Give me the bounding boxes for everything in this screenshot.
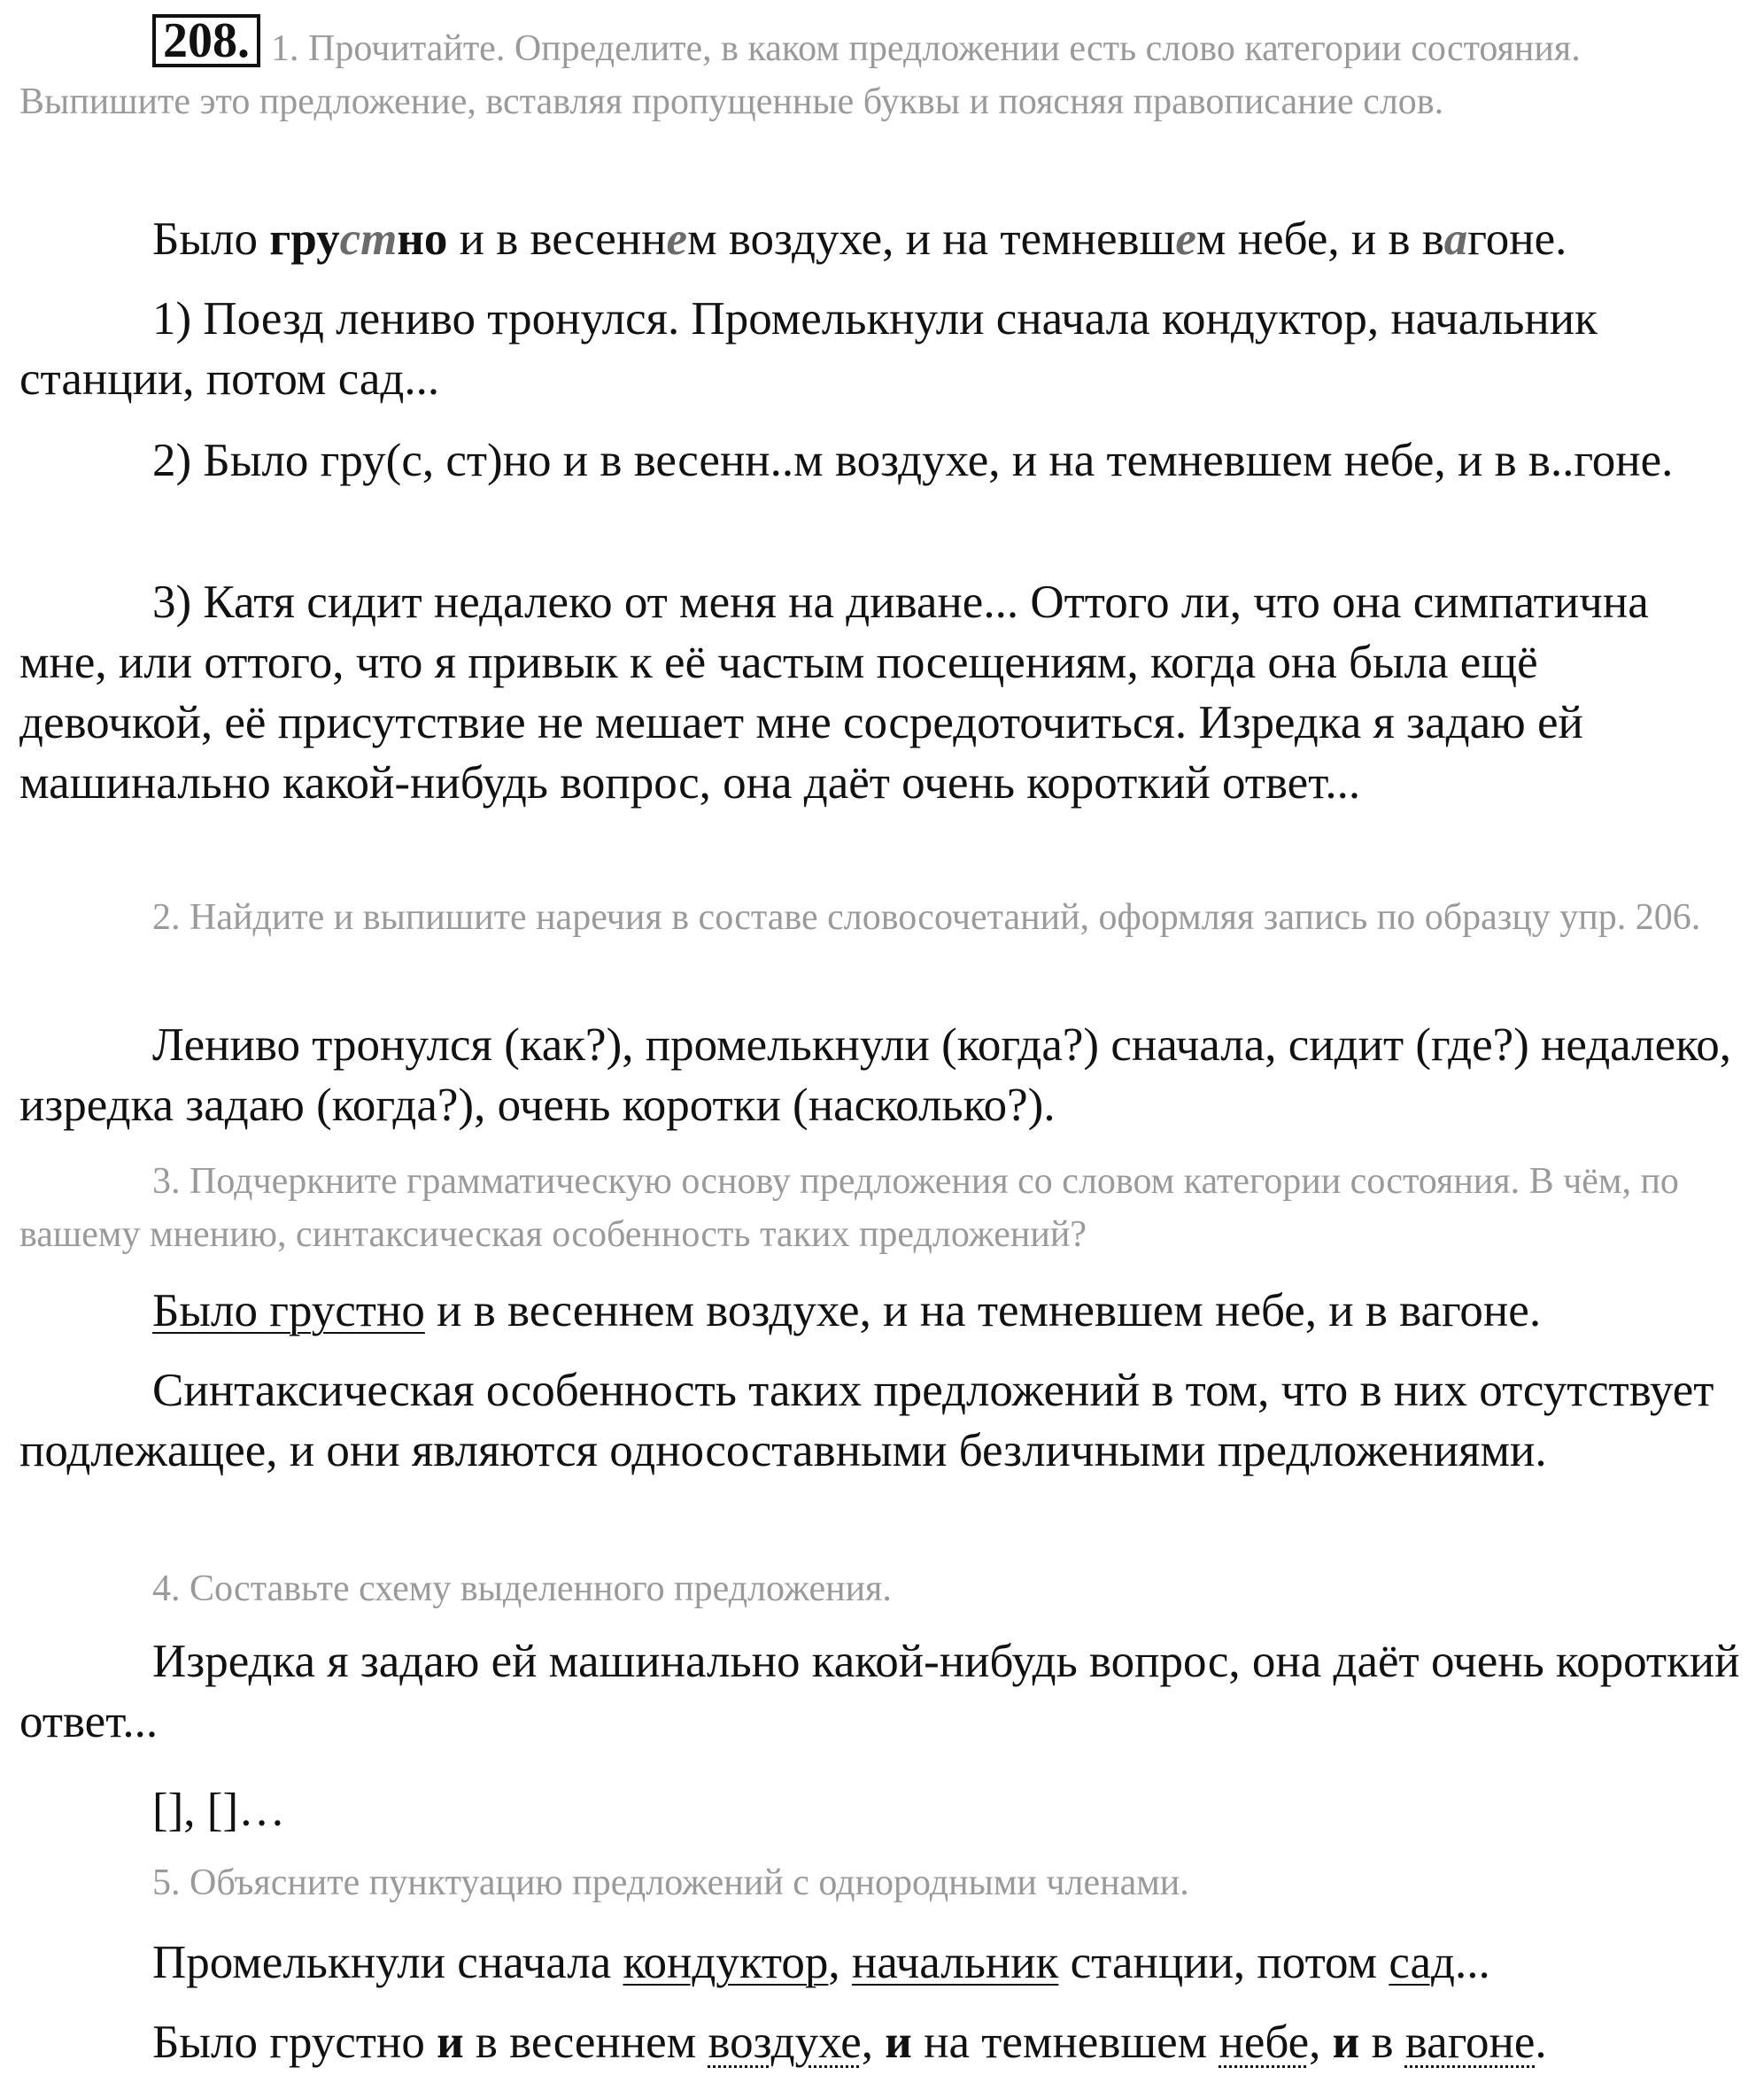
task-1-text: 1. Прочитайте. Определите, в каком предложении есть слово категории состояния. Выпишите это предложение, вставляя пропущенные буквы и поясняя правописание слов. [19, 28, 1581, 122]
homogeneous-subject: начальник [851, 1937, 1059, 1988]
sentence-1: 1) Поезд лениво тронулся. Промелькнули сначала кондуктор, начальник станции, потом сад... [19, 293, 1598, 405]
answer-1: Было грустно и в весеннем воздухе, и на темневшем небе, и в вагоне. [152, 213, 1567, 265]
scheme: [], []… [152, 1785, 286, 1836]
homogeneous-adverbial: вагоне [1404, 2017, 1536, 2068]
task-1 [19, 13, 1742, 128]
key-word: грустно [269, 213, 448, 265]
answer-2: Лениво тронулся (как?), промелькнули (когда?) сначала, сидит (где?) недалеко, изредка задаю (когда?), очень коротки (насколько?). [19, 1019, 1731, 1131]
answer-5b: Было грустно и в весеннем воздухе, и на темневшем небе, и в вагоне. [152, 2017, 1547, 2068]
grammatical-basis: Было грустно [152, 1285, 425, 1336]
answer-5a: Промелькнули сначала кондуктор, начальник станции, потом сад... [152, 1937, 1490, 1988]
task-5: 5. Объясните пунктуацию предложений с однородными членами. [152, 1862, 1189, 1903]
answer-3b: Синтаксическая особенность таких предложений в том, что в них отсутствует подлежащее, и они являются односоставными безличными предложениями. [19, 1365, 1714, 1476]
homogeneous-adverbial: небе [1219, 2017, 1310, 2068]
task-3: 3. Подчеркните грамматическую основу предложения со словом категории состояния. В чём, по вашему мнению, синтаксическая особенность таких предложений? [19, 1161, 1679, 1255]
exercise-number: 208. [152, 14, 260, 67]
sentence-2: 2) Было гру(с, ст)но и в весенн..м воздухе, и на темневшем небе, и в в..гоне. [152, 435, 1674, 486]
task-2: 2. Найдите и выпишите наречия в составе словосочетаний, оформляя запись по образцу упр. 206. [152, 897, 1701, 938]
answer-4: Изредка я задаю ей машинально какой-нибудь вопрос, она даёт очень короткий ответ... [19, 1636, 1740, 1747]
homogeneous-adverbial: воздухе [708, 2017, 862, 2068]
sentence-3: 3) Катя сидит недалеко от меня на диване... Оттого ли, что она симпатична мне, или оттого, что я привык к её частым посещениям, когда она была ещё девочкой, её присутствие не мешает мне сосредоточиться. Изредка я задаю ей машинально какой-нибудь вопрос, она даёт очень короткий ответ... [19, 577, 1649, 809]
homogeneous-subject: кондуктор [623, 1937, 829, 1988]
task-4: 4. Составьте схему выделенного предложения. [152, 1568, 892, 1609]
answer-3a: Было грустно и в весеннем воздухе, и на темневшем небе, и в вагоне. [152, 1285, 1542, 1336]
homogeneous-subject: сад [1389, 1937, 1456, 1988]
